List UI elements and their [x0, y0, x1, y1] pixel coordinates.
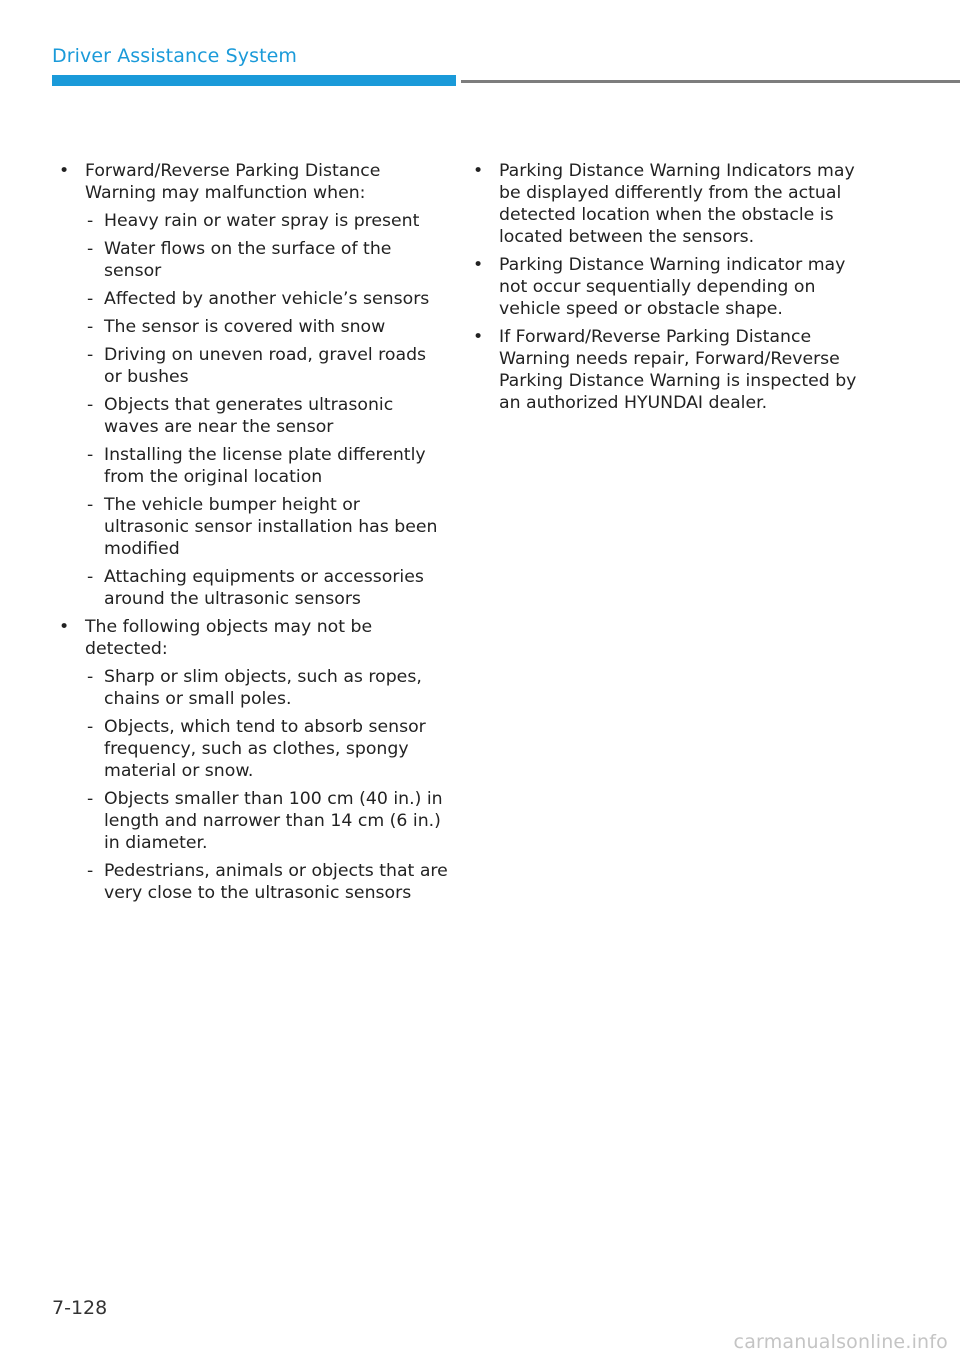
list-item: [56, 616, 448, 904]
sub-item-text: Installing the license plate differently from the original location: [104, 445, 426, 487]
dash-icon: -: [87, 861, 94, 881]
bullet-text: The following objects may not be detected:: [85, 617, 373, 659]
list-item: [470, 326, 870, 414]
sub-list: [85, 210, 448, 610]
dash-icon: -: [87, 317, 94, 337]
section-title: Driver Assistance System: [52, 45, 298, 67]
page-number: 7-128: [52, 1297, 108, 1319]
sub-list-item: [85, 716, 448, 782]
bullet-text: If Forward/Reverse Parking Distance Warning needs repair, Forward/Reverse Parking Distance Warning is inspected by an authorized HYUNDAI dealer.: [499, 327, 857, 413]
dash-icon: -: [87, 667, 94, 687]
header-accent-bar: [52, 75, 456, 86]
dash-icon: -: [87, 211, 94, 231]
dash-icon: -: [87, 395, 94, 415]
sub-list-item: [85, 666, 448, 710]
sub-item-text: Pedestrians, animals or objects that are very close to the ultrasonic sensors: [104, 861, 448, 903]
sub-list-item: [85, 860, 448, 904]
sub-list-item: [85, 344, 448, 388]
dash-icon: -: [87, 239, 94, 259]
bullet-dot-icon: •: [473, 255, 484, 275]
sub-item-text: Affected by another vehicle’s sensors: [104, 289, 430, 309]
list-item: [470, 254, 870, 320]
sub-list-item: [85, 316, 448, 338]
header-rule: [461, 80, 960, 83]
bullet-dot-icon: •: [59, 161, 70, 181]
sub-item-text: Objects, which tend to absorb sensor frequency, such as clothes, spongy material or snow.: [104, 717, 426, 781]
sub-list-item: [85, 566, 448, 610]
sub-list-item: [85, 788, 448, 854]
sub-item-text: Attaching equipments or accessories around the ultrasonic sensors: [104, 567, 424, 609]
bullet-text: Parking Distance Warning Indicators may be displayed differently from the actual detected location when the obstacle is located between the sensors.: [499, 161, 855, 247]
sub-item-text: Water flows on the surface of the sensor: [104, 239, 392, 281]
sub-list: [85, 666, 448, 904]
bullet-dot-icon: •: [473, 161, 484, 181]
watermark: carmanualsonline.info: [733, 1331, 948, 1353]
sub-item-text: Objects smaller than 100 cm (40 in.) in length and narrower than 14 cm (6 in.) in diameter.: [104, 789, 443, 853]
bullet-list: [56, 160, 448, 904]
sub-item-text: Heavy rain or water spray is present: [104, 211, 420, 231]
bullet-dot-icon: •: [473, 327, 484, 347]
list-item: [470, 160, 870, 248]
sub-item-text: Sharp or slim objects, such as ropes, chains or small poles.: [104, 667, 422, 709]
dash-icon: -: [87, 789, 94, 809]
dash-icon: -: [87, 345, 94, 365]
dash-icon: -: [87, 717, 94, 737]
dash-icon: -: [87, 567, 94, 587]
sub-list-item: [85, 444, 448, 488]
dash-icon: -: [87, 289, 94, 309]
sub-list-item: [85, 238, 448, 282]
bullet-list: [470, 160, 870, 414]
sub-item-text: Objects that generates ultrasonic waves are near the sensor: [104, 395, 394, 437]
sub-list-item: [85, 210, 448, 232]
dash-icon: -: [87, 445, 94, 465]
sub-list-item: [85, 394, 448, 438]
left-column: [56, 160, 448, 910]
sub-item-text: Driving on uneven road, gravel roads or bushes: [104, 345, 427, 387]
sub-list-item: [85, 288, 448, 310]
sub-item-text: The vehicle bumper height or ultrasonic sensor installation has been modified: [104, 495, 438, 559]
bullet-text: Parking Distance Warning indicator may not occur sequentially depending on vehicle speed or obstacle shape.: [499, 255, 846, 319]
bullet-dot-icon: •: [59, 617, 70, 637]
sub-list-item: [85, 494, 448, 560]
dash-icon: -: [87, 495, 94, 515]
bullet-text: Forward/Reverse Parking Distance Warning may malfunction when:: [85, 161, 381, 203]
right-column: [470, 160, 870, 420]
list-item: [56, 160, 448, 610]
sub-item-text: The sensor is covered with snow: [104, 317, 386, 337]
